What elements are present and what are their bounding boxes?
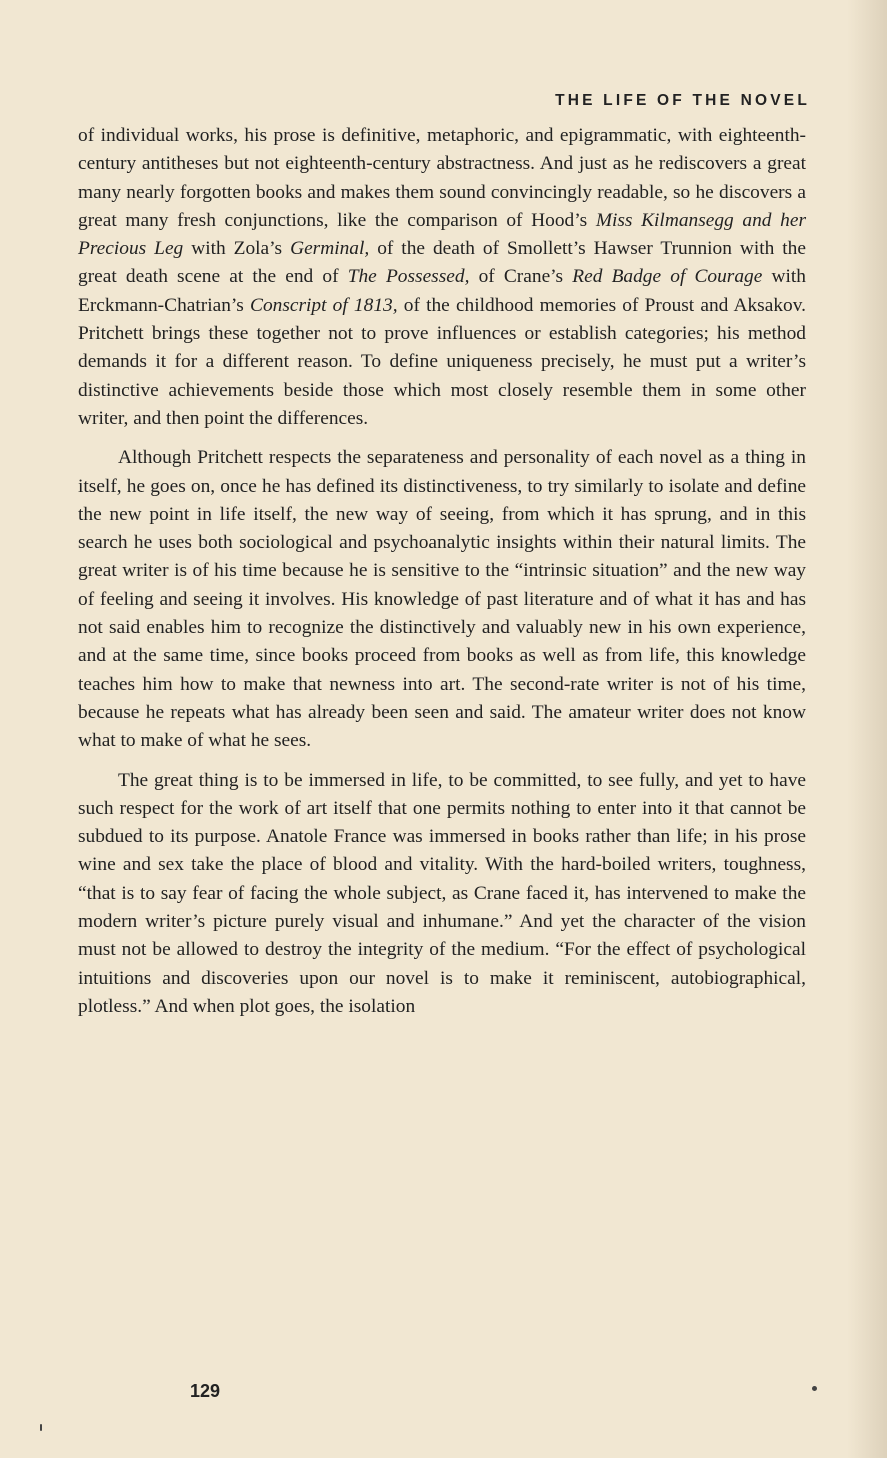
text-run: The great thing is to be immersed in life, to be committed, to see fully, and yet to have such respect for the work of art itself that one permits nothing to enter into it that cannot be subdued to its purpose. Anatole France was immersed in books rather than life; in his prose wine and sex take the place of blood and vitality. With the hard-boiled writers, toughness, “that is to say fear of facing the whole subject, as Crane faced it, has intervened to make the modern writer’s picture purely visual and inhumane.” And yet the character of the vision must not be allowed to destroy the integrity of the medium. “For the effect of psychological intuitions and discoveries upon our novel is to make it reminiscent, autobiographical, plotless.” And when plot goes, the isolation <box>78 769 806 1017</box>
italic-title-text: Miss Kilmansegg and her Precious Leg <box>78 209 806 260</box>
italic-title-text: Red Badge of Courage <box>572 266 763 288</box>
print-speck-mark <box>40 1424 42 1431</box>
text-run: with Zola’s <box>183 238 291 260</box>
text-run: of individual works, his prose is definitive, metaphoric, and epigrammatic, with eighteenth-century antitheses but not eighteenth-century abstractness. And just as he rediscovers a great many nearly forgotten books and makes them sound convincingly readable, so he discovers a great many fresh conjunctions, like the comparison of Hood’s <box>78 125 806 231</box>
italic-title-text: Conscript of 1813, <box>250 294 398 316</box>
italic-title-text: The Possessed, <box>347 266 470 288</box>
running-head: THE LIFE OF THE NOVEL <box>555 92 810 109</box>
text-run: with Erckmann-Chatrian’s <box>78 266 806 316</box>
text-run: of Crane’s <box>469 266 573 288</box>
page-number: 129 <box>190 1381 221 1401</box>
body-text <box>78 122 806 1021</box>
text-run: of the death of Smollett’s Hawser Trunnion with the great death scene at the end of <box>78 238 806 288</box>
paragraph-2 <box>78 444 806 755</box>
print-speck-dot <box>812 1386 817 1391</box>
page-edge-shadow <box>847 0 887 1458</box>
text-run: Although Pritchett respects the separateness and personality of each novel as a thing in itself, he goes on, once he has defined its distinctiveness, to try similarly to isolate and define the new point in life itself, the new way of seeing, from which it has sprung, and in this search he uses both sociological and psychoanalytic insights within their natural limits. The great writer is of his time because he is sensitive to the “intrinsic situation” and the new way of feeling and seeing it involves. His knowledge of past literature and of what it has and has not said enables him to recognize the distinctively and valuably new in his own experience, and at the same time, since books proceed from books as well as from life, this knowledge teaches him how to make that newness into art. The second-rate writer is not of his time, because he repeats what has already been seen and said. The amateur writer does not know what to make of what he sees. <box>78 447 806 752</box>
paragraph-3 <box>78 767 806 1022</box>
text-run: of the childhood memories of Proust and Aksakov. Pritchett brings these together not to prove influences or establish categories; his method demands it for a different reason. To define uniqueness precisely, he must put a writer’s distinctive achievements beside those which most closely resemble them in some other writer, and then point the differences. <box>78 294 806 429</box>
paragraph-1 <box>78 122 806 433</box>
italic-title-text: Germinal, <box>290 238 370 260</box>
